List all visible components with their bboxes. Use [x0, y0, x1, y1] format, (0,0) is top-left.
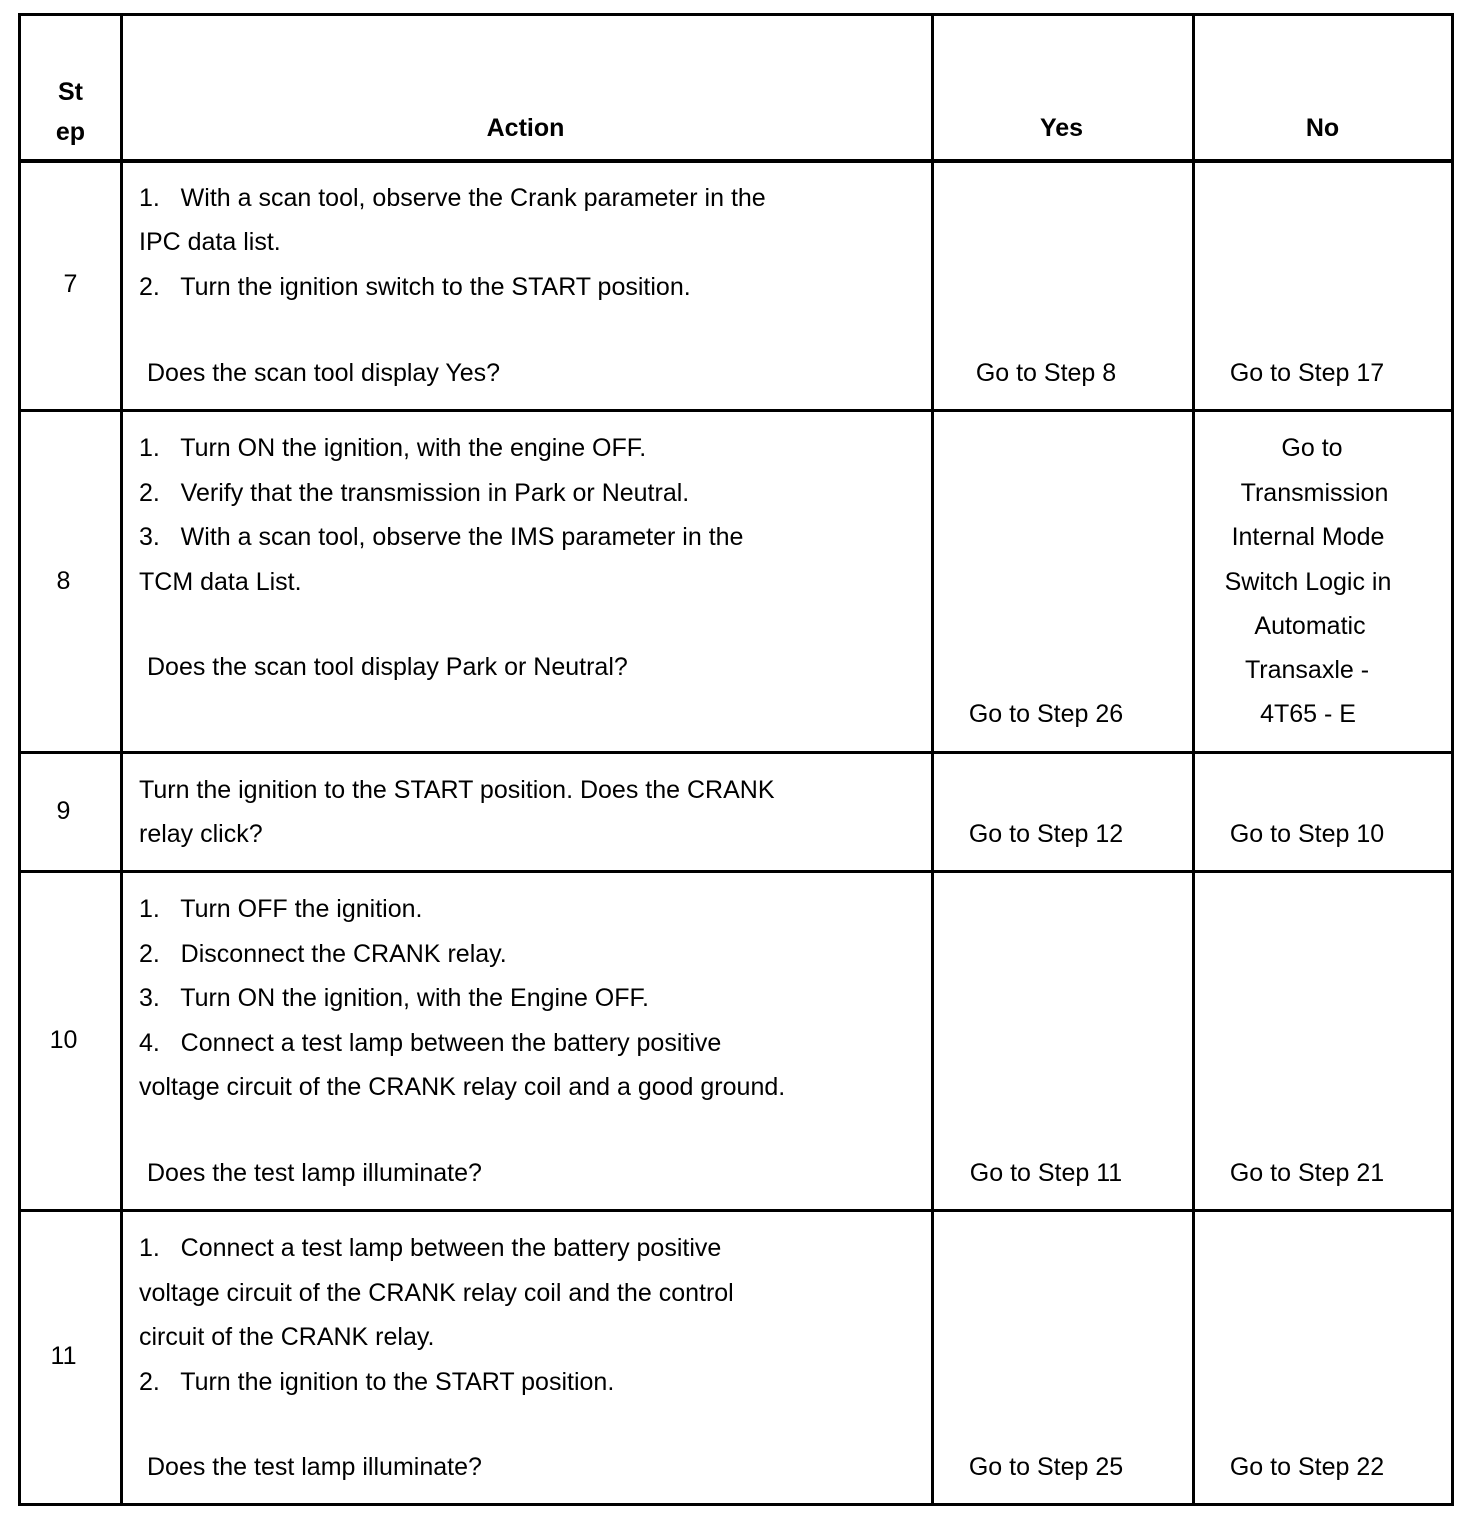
no-outcome-line: Transmission: [1240, 479, 1389, 507]
header-yes: Yes: [1039, 114, 1084, 142]
action-line: Turn the ignition to the START position. Does the CRANK: [139, 776, 775, 804]
header-step-line2: ep: [55, 118, 86, 146]
action-line: 4. Connect a test lamp between the battery positive: [139, 1029, 722, 1057]
row-divider: [21, 1209, 1451, 1212]
no-outcome: Go to Step 17: [1229, 359, 1385, 387]
action-line: relay click?: [139, 820, 263, 848]
no-outcome-line: Go to: [1281, 434, 1343, 462]
header-no: No: [1305, 114, 1340, 142]
step-number: 10: [49, 1026, 78, 1054]
action-line: voltage circuit of the CRANK relay coil and a good ground.: [139, 1073, 786, 1101]
yes-outcome: Go to Step 11: [969, 1159, 1123, 1187]
action-line: 1. Turn OFF the ignition.: [139, 895, 423, 923]
row-divider: [21, 409, 1451, 412]
action-line: 2. Verify that the transmission in Park or Neutral.: [139, 479, 690, 507]
action-question: Does the scan tool display Park or Neutral?: [147, 653, 628, 681]
step-number: 11: [50, 1342, 77, 1370]
action-line: 2. Disconnect the CRANK relay.: [139, 940, 507, 968]
step-number: 9: [56, 797, 71, 825]
no-outcome: Go to Step 10: [1229, 820, 1385, 848]
no-outcome-line: Automatic: [1254, 612, 1366, 640]
header-step-line1: St: [58, 78, 83, 106]
yes-outcome: Go to Step 26: [968, 700, 1124, 728]
no-outcome-line: Transaxle -: [1244, 656, 1370, 684]
action-question: Does the test lamp illuminate?: [147, 1453, 482, 1481]
no-outcome-line: Switch Logic in: [1224, 568, 1392, 596]
action-line: IPC data list.: [139, 228, 281, 256]
action-line: TCM data List.: [139, 568, 302, 596]
action-line: 1. Turn ON the ignition, with the engine OFF.: [139, 434, 647, 462]
step-number: 8: [56, 567, 71, 595]
action-line: 1. With a scan tool, observe the Crank parameter in the: [139, 184, 766, 212]
column-divider: [120, 16, 123, 1503]
yes-outcome: Go to Step 25: [968, 1453, 1124, 1481]
yes-outcome: Go to Step 12: [968, 820, 1124, 848]
action-line: circuit of the CRANK relay.: [139, 1323, 435, 1351]
column-divider: [931, 16, 934, 1503]
action-line: 2. Turn the ignition to the START position.: [139, 1368, 615, 1396]
header-action: Action: [486, 114, 565, 142]
action-line: 3. With a scan tool, observe the IMS parameter in the: [139, 523, 744, 551]
step-number: 7: [63, 270, 78, 298]
header-step: [21, 72, 120, 152]
action-line: 2. Turn the ignition switch to the START position.: [139, 273, 691, 301]
action-line: 3. Turn ON the ignition, with the Engine OFF.: [139, 984, 649, 1012]
row-divider: [21, 870, 1451, 873]
no-outcome-line: Internal Mode: [1231, 523, 1385, 551]
action-question: Does the test lamp illuminate?: [147, 1159, 482, 1187]
no-outcome-line: 4T65 - E: [1260, 700, 1356, 728]
column-divider: [1192, 16, 1195, 1503]
row-divider: [21, 159, 1451, 163]
action-line: voltage circuit of the CRANK relay coil and the control: [139, 1279, 734, 1307]
action-question: Does the scan tool display Yes?: [147, 359, 501, 387]
no-outcome: Go to Step 22: [1229, 1453, 1385, 1481]
no-outcome: Go to Step 21: [1229, 1159, 1385, 1187]
action-line: 1. Connect a test lamp between the battery positive: [139, 1234, 722, 1262]
row-divider: [21, 751, 1451, 754]
yes-outcome: Go to Step 8: [975, 359, 1117, 387]
